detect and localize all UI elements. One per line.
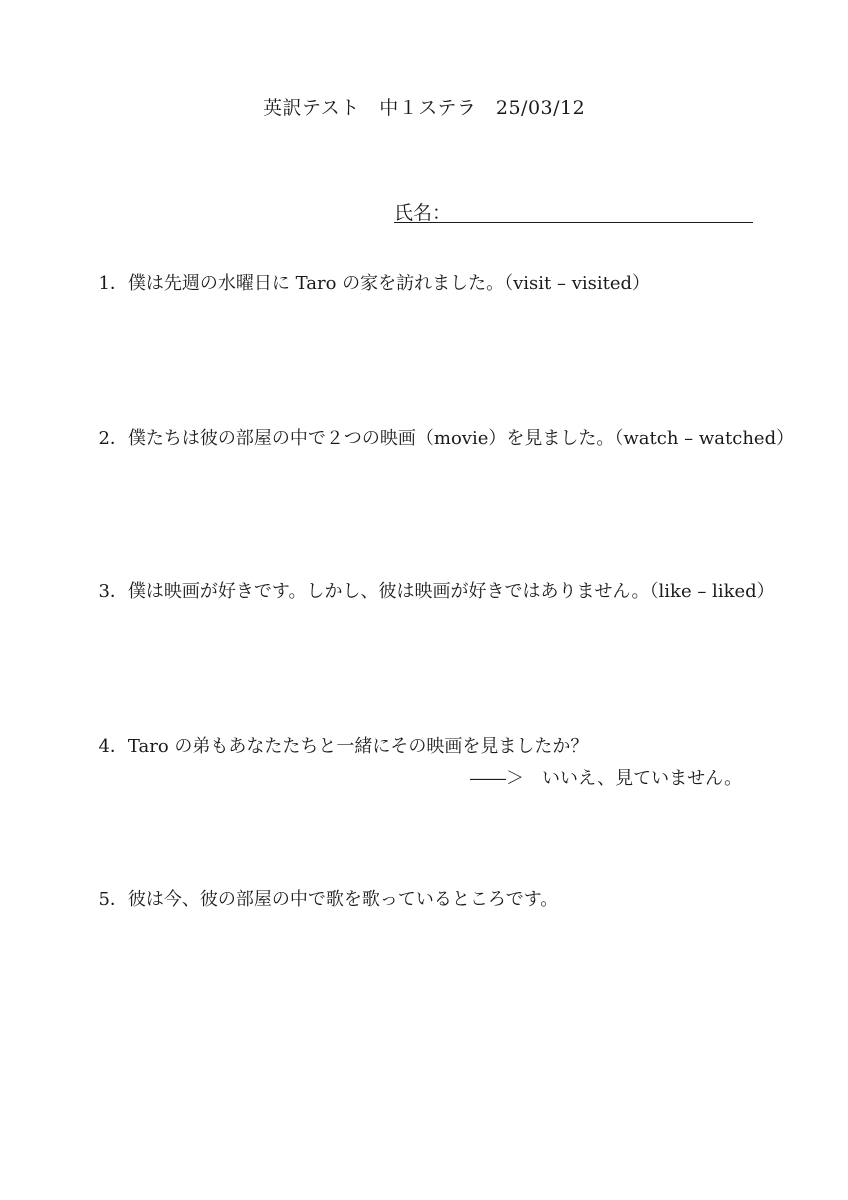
question-text: 彼は今、彼の部屋の中で歌を歌っているところです。 bbox=[127, 889, 559, 910]
question-3 bbox=[87, 556, 775, 603]
question-text: Taro の弟もあなたたちと一緒にその映画を見ましたか？ bbox=[127, 736, 589, 757]
name-field bbox=[394, 198, 754, 224]
question-number: 5． bbox=[98, 889, 128, 910]
question-text: 僕は映画が好きです。しかし、彼は映画が好きではありません。（like – liked） bbox=[127, 581, 775, 602]
question-2 bbox=[87, 403, 794, 450]
question-text: 僕たちは彼の部屋の中で２つの映画（movie）を見ました。（watch – watched） bbox=[127, 428, 795, 449]
question-number: 1． bbox=[98, 273, 128, 294]
question-4-answer-hint: ――＞ いいえ、見ていません。 bbox=[470, 768, 743, 789]
test-title: 英訳テスト 中１ステラ 25/03/12 bbox=[263, 97, 586, 119]
question-text: 僕は先週の水曜日に Taro の家を訪れました。（visit – visited） bbox=[127, 273, 651, 294]
question-4 bbox=[87, 711, 588, 758]
question-number: 2． bbox=[98, 428, 128, 449]
question-5 bbox=[87, 864, 558, 911]
name-label: 氏名： bbox=[394, 202, 452, 224]
question-number: 3． bbox=[98, 581, 128, 602]
name-underline bbox=[394, 222, 753, 223]
question-number: 4． bbox=[98, 736, 128, 757]
question-1 bbox=[87, 248, 650, 295]
